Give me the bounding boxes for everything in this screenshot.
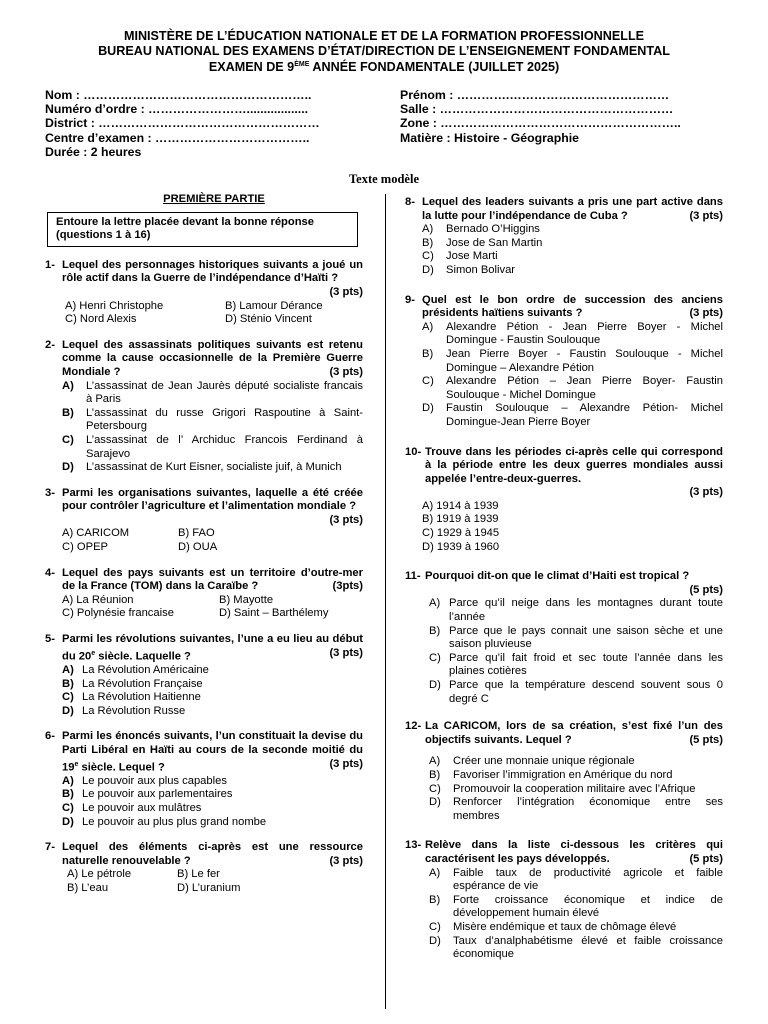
document-title: Texte modèle [348,172,419,186]
question-text: 8- Lequel des leaders suivants a pris une part active dans la lutte pour l’indépendance de Cuba ? (3 pts) [405,196,723,222]
option: B) Mayotte [219,593,274,606]
ministry-line: MINISTÈRE DE L’ÉDUCATION NATIONALE ET DE LA FORMATION PROFESSIONNELLE [123,29,645,43]
part-heading: PREMIÈRE PARTIE [163,193,265,205]
question-text: 12- La CARICOM, lors de sa création, s’est fixé l’un des objectifs suivants. Lequel ? (5 pts) [405,720,723,746]
option-text: Le pouvoir au plus plus grand nombe [82,815,267,828]
question-4 [45,567,363,621]
option: A) La Réunion [62,593,134,606]
option-letter: D) [429,796,441,809]
option-letter: B) [422,347,434,360]
question-text: 6- Parmi les énoncés suivants, l’un constituait la devise du Parti Libéral en Haïti au cours de la seconde moitié du 19e siècle. Lequel ? (3 pts) [45,730,363,774]
option [429,921,723,935]
option-letter: A) [422,320,434,333]
option [62,664,363,678]
candidate-info-right [400,88,681,145]
points-label: (3 pts) [329,646,363,659]
option-letter: D) [422,263,434,276]
option [429,625,723,652]
question-number: 3- [45,486,55,499]
option-text: Parce qu’il fait froid et sec toute l’année dans les plaines cotières [449,651,723,678]
option-letter: D) [429,934,441,947]
points-label: (3 pts) [689,307,723,320]
option-letter: A) [62,663,74,676]
option-text: Parce qu’il neige dans les montagnes durant toute l’année [449,597,723,624]
question-text: 5- Parmi les révolutions suivantes, l’une a eu lieu au début du 20e siècle. Laquelle ? (3 pts) [45,633,363,663]
option-text: L’assassinat de l’ Archiduc Francois Ferdinand à Sarajevo [86,433,363,460]
option-text: Faible taux de productivité agricole et faible espérance de vie [453,866,723,893]
option [429,597,723,624]
option-text: Jose Marti [446,250,498,263]
salle-field: Salle : ………………………………………………… [400,102,674,117]
nom-field: Nom : ……………………………………………….. [45,88,312,102]
right-column [405,196,723,962]
option-letter: B) [62,677,74,690]
option: C) Polynésie francaise [62,607,174,620]
points-label: (3 pts) [329,285,363,298]
option-text: Alexandre Pétion – Jean Pierre Boyer- Faustin Soulouque - Michel Domingue [446,375,723,401]
option-text: Misère endémique et taux de chômage élevé [453,920,677,933]
option-letter: D) [429,679,441,691]
question-text: 7- Lequel des éléments ci-après est une ressource naturelle renouvelable ? (3 pts) [45,841,363,867]
points-label: (3pts) [332,580,363,593]
option [422,375,723,402]
question-number: 8- [405,196,415,208]
points-label: (5 pts) [689,733,723,746]
question-text: 3- Parmi les organisations suivantes, laquelle a été créée pour contrôler l’agriculture et l’alimentation mondiale ? (3 pts) [45,486,363,526]
option: D) 1939 à 1960 [422,540,500,553]
option: A) Le pétrole [67,868,132,881]
option [62,380,363,407]
option-letter: C) [429,782,441,795]
option-letter: D) [422,402,434,415]
question-9 [405,294,723,430]
option-text: Jose de San Martin [446,236,543,249]
option-letter: C) [422,250,434,263]
option-text: Favoriser l’immigration en Amérique du nord [453,768,673,781]
question-text: 4- Lequel des pays suivants est un territoire d’outre-mer de la France (TOM) dans la Caraïbe ? (3pts) [45,566,363,593]
option-letter: B) [62,788,74,801]
option-letter: C) [429,920,441,933]
option-letter: D) [62,704,74,717]
option [422,223,723,237]
question-number: 10- [405,445,422,458]
points-label: (3 pts) [329,757,363,770]
option: A) Henri Christophe [65,299,164,312]
option: D) Sténio Vincent [225,313,312,326]
option-letter: D) [62,461,74,474]
question-3 [45,487,363,555]
option: B) Lamour Dérance [225,299,323,312]
option-letter: A) [422,223,434,236]
option [422,321,723,348]
points-label: (3 pts) [329,854,363,867]
option-letter: A) [62,379,74,392]
exam-header [0,29,768,75]
centre-field: Centre d’examen : ……………………………….. [45,130,310,145]
option-text: Jean Pierre Boyer - Faustin Soulouque - Michel Domingue – Alexandre Pétion [446,347,723,374]
question-11 [405,570,723,706]
option-letter: D) [62,815,74,828]
option-text: La Révolution Française [82,677,203,690]
option-text: La Révolution Américaine [82,663,209,676]
numero-field: Numéro d’ordre : …………………….................. [45,102,309,117]
question-7 [45,841,363,895]
question-text: 10- Trouve dans les périodes ci-après celle qui correspond à la période entre les deux guerres mondiales aussi appelée l’entre-deux-guerres. [405,445,723,485]
question-12 [405,720,723,823]
option-letter: C) [62,433,74,446]
question-number: 13- [405,839,422,852]
option: B) 1919 à 1939 [422,513,499,526]
points-label: (5 pts) [689,583,723,596]
option-letter: A) [429,755,441,768]
option: D) Saint – Barthélemy [219,607,329,620]
option-text: Faustin Soulouque – Alexandre Pétion- Michel Domingue-Jean Pierre Boyer [446,402,723,428]
option [62,461,363,475]
exam-line: EXAMEN DE 9ÈME ANNÉE FONDAMENTALE (JUILLET 2025) [208,60,560,75]
option-text: Bernado O’Higgins [446,223,540,236]
option-letter: C) [429,651,441,664]
option [429,769,723,783]
points-label: (3 pts) [329,365,363,378]
option: B) FAO [178,527,215,540]
option-text: Parce que la température descend souvent sous 0 degré C [449,679,723,705]
question-number: 9- [405,293,415,306]
instruction-box: Entoure la lettre placée devant la bonne réponse (questions 1 à 16) [47,212,358,247]
option [422,250,723,264]
option [429,935,723,962]
points-label: (5 pts) [689,852,723,865]
question-text: 1- Lequel des personnages historiques suivants a joué un rôle actif dans la Guerre de l’indépendance d’Haïti ? (3 pts) [45,258,363,298]
option-text: Le pouvoir aux parlementaires [82,788,233,801]
option-text: Forte croissance économique et indice de développement humain élevé [453,893,723,920]
option: C) 1929 à 1945 [422,527,500,540]
option-letter: A) [62,774,74,787]
option-text: Simon Bolivar [446,263,516,276]
option-letter: C) [62,691,74,704]
points-label: (3 pts) [689,209,723,222]
question-2 [45,339,363,475]
option [429,867,723,894]
option [62,434,363,461]
question-number: 4- [45,566,55,579]
option [62,816,363,830]
option [62,802,363,816]
option [429,783,723,797]
option: A) 1914 à 1939 [422,499,499,512]
question-number: 12- [405,720,422,733]
question-number: 5- [45,633,55,646]
option [62,691,363,705]
question-8 [405,196,723,278]
points-label: (3 pts) [689,486,723,499]
question-10 [405,446,723,555]
prenom-field: Prénom : ………….………………………………… [400,88,670,102]
option-letter: B) [429,624,441,637]
question-number: 7- [45,841,55,854]
question-number: 2- [45,338,55,351]
option: C) Nord Alexis [65,313,137,326]
option-letter: A) [429,597,441,610]
option-text: La Révolution Haitienne [82,691,201,704]
option [422,237,723,251]
question-number: 11- [405,570,421,583]
option: B) Le fer [177,868,220,881]
question-text: 2- Lequel des assassinats politiques suivants est retenu comme la cause occasionnelle de la Première Guerre Mondiale ? (3 pts) [45,338,363,378]
bureau-line: BUREAU NATIONAL DES EXAMENS D’ÉTAT/DIRECTION DE L’ENSEIGNEMENT FONDAMENTAL [98,43,670,58]
question-text: 9- Quel est le bon ordre de succession des anciens présidents haïtiens suivants ? (3 pts) [405,293,723,320]
option [429,755,723,769]
option-text: Taux d’analphabétisme élevé et faible croissance économique [453,934,723,961]
question-1 [45,259,363,327]
option: A) CARICOM [62,527,130,540]
option-text: Le pouvoir aux mulâtres [82,802,202,815]
option-text: Créer une monnaie unique régionale [453,755,635,768]
zone-field: Zone : ………………………………………………….. [400,116,681,131]
question-number: 6- [45,730,55,743]
option-text: L’assassinat de Kurt Eisner, socialiste juif, à Munich [86,461,342,474]
question-text: 13- Relève dans la liste ci-dessous les critères qui caractérisent les pays développés. (5 pts) [405,839,723,865]
option: D) OUA [178,541,218,554]
candidate-info-left [45,88,320,159]
option-letter: C) [62,802,74,815]
option-text: L’assassinat de Jean Jaurès député socialiste francais à Paris [86,379,363,406]
option-text: Alexandre Pétion - Jean Pierre Boyer - Michel Domingue - Faustin Soulouque [446,320,723,347]
option [429,652,723,679]
option-letter: B) [429,768,441,781]
option-text: L’assassinat du russe Grigori Raspoutine à Saint-Petersbourg [86,406,363,433]
option-letter: A) [429,866,441,879]
question-6 [45,730,363,829]
option [62,775,363,789]
option-text: Promouvoir la cooperation militaire avec l’Afrique [453,782,696,795]
option: B) L’eau [67,882,109,894]
matiere-field: Matière : Histoire - Géographie [400,130,580,145]
option [62,788,363,802]
column-divider [385,194,386,1009]
option [422,348,723,375]
duree-field: Durée : 2 heures [45,144,142,159]
option-letter: C) [422,375,434,388]
question-number: 1- [45,258,55,271]
option: C) OPEP [62,541,109,554]
option-letter: B) [422,236,434,249]
option-text: Parce que le pays connait une saison sèche et une saison pluvieuse [449,624,723,651]
question-text: 11- Pourquoi dit-on que le climat d’Haiti est tropical ? [405,570,690,583]
points-label: (3 pts) [329,513,363,526]
option-letter: B) [429,893,441,906]
option [62,407,363,434]
option [429,894,723,921]
option [429,679,723,706]
option: D) L’uranium [177,882,241,894]
option-letter: B) [62,406,74,419]
option [429,796,723,823]
option-text: La Révolution Russe [82,704,186,717]
option [422,402,723,429]
option [422,264,723,278]
option-text: Le pouvoir aux plus capables [82,774,227,787]
district-field: District : ……………………………………………… [45,116,320,131]
option [62,705,363,719]
question-5 [45,633,363,718]
option [62,678,363,692]
option-text: Renforcer l’intégration économique entre ses membres [453,796,723,822]
question-13 [405,839,723,961]
left-column [45,193,363,896]
